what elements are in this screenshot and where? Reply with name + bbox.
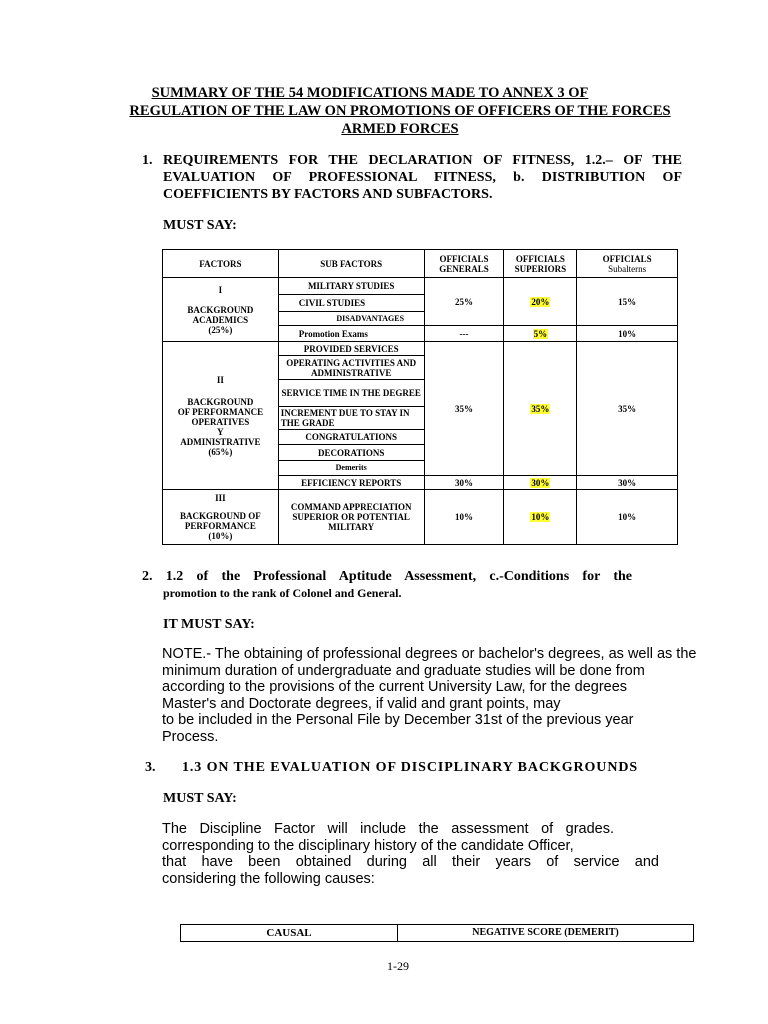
section-2-heading <box>142 568 632 602</box>
discipline-line-3: that have been obtained during all their years of service and <box>162 854 659 870</box>
subfactor-provided-services: PROVIDED SERVICES <box>278 342 424 356</box>
coefficients-table <box>162 249 678 545</box>
causal-table <box>180 924 694 942</box>
subfactor-efficiency-reports: EFFICIENCY REPORTS <box>278 476 424 490</box>
title-line-1: SUMMARY OF THE 54 MODIFICATIONS MADE TO ANNEX 3 OF <box>151 85 589 101</box>
section-3-title: 1.3 ON THE EVALUATION OF DISCIPLINARY BACKGROUNDS <box>182 760 639 775</box>
factor-2-line-c: OPERATIVES <box>191 416 250 427</box>
g3-superiors-value: 10% <box>531 512 550 522</box>
g1b-superiors <box>504 326 577 342</box>
section-3-number: 3. <box>145 760 156 775</box>
document-title <box>80 84 720 138</box>
title-line-2: REGULATION OF THE LAW ON PROMOTIONS OF OFFICERS OF THE FORCES <box>129 103 671 119</box>
g2b-superiors <box>504 476 577 490</box>
factor-2-weight: (65%) <box>208 446 233 457</box>
factor-2-line-a: BACKGROUND <box>187 396 254 407</box>
header-officials-subalterns-l1: OFFICIALS <box>602 253 652 264</box>
header-factors: FACTORS <box>163 250 279 278</box>
section-3-heading <box>145 759 660 776</box>
g1b-superiors-value: 5% <box>533 328 548 339</box>
factor-3-line-b: PERFORMANCE <box>184 521 256 531</box>
subfactor-command-appreciation: COMMAND APPRECIATION SUPERIOR OR POTENTIAL MILITARY <box>278 490 424 545</box>
factor-1-numeral: I <box>218 284 223 295</box>
section-1-heading-line-2: EVALUATION OF PROFESSIONAL FITNESS, b. DISTRIBUTION OF <box>163 170 682 185</box>
g2b-generals: 30% <box>424 476 504 490</box>
factor-3-weight: (10%) <box>208 531 233 541</box>
factor-2-line-e: ADMINISTRATIVE <box>180 436 261 447</box>
note-line-3: according to the provisions of the current University Law, for the degrees <box>162 679 628 695</box>
discipline-line-1: The Discipline Factor will include the assessment of grades. <box>162 821 614 837</box>
discipline-line-2: corresponding to the disciplinary history of the candidate Officer, <box>162 837 574 854</box>
factor-background-academics <box>163 278 279 342</box>
title-line-3: ARMED FORCES <box>341 121 459 137</box>
section-2-must-say: IT MUST SAY: <box>163 617 255 632</box>
g3-subalterns: 10% <box>577 490 678 545</box>
header-officials-subalterns <box>577 250 678 278</box>
header-negative-score: NEGATIVE SCORE (DEMERIT) <box>398 925 694 942</box>
section-1-heading-line-3: COEFFICIENTS BY FACTORS AND SUBFACTORS. <box>163 187 493 202</box>
g1b-generals: --- <box>424 326 504 342</box>
section-1-heading <box>142 152 682 203</box>
subfactor-promotion-exams: Promotion Exams <box>278 326 424 342</box>
factor-2-line-d: Y <box>217 426 224 437</box>
g1-superiors-value: 20% <box>531 296 550 307</box>
header-officials-subalterns-l2: Subalterns <box>608 263 647 274</box>
subfactor-demerits: Demerits <box>278 461 424 476</box>
note-line-4: Master's and Doctorate degrees, if valid and grant points, may <box>162 695 561 712</box>
factor-1-line-a: BACKGROUND <box>187 304 254 315</box>
g2-superiors-value: 35% <box>531 403 550 414</box>
note-line-1: NOTE.- The obtaining of professional degrees or bachelor's degrees, as well as the <box>162 646 697 662</box>
subfactor-service-time: SERVICE TIME IN THE DEGREE <box>278 380 424 407</box>
g3-superiors <box>504 490 577 545</box>
note-line-6: Process. <box>162 728 219 745</box>
discipline-line-4: considering the following causes: <box>162 870 375 887</box>
g2-superiors <box>504 342 577 476</box>
subfactor-operating-activities: OPERATING ACTIVITIES AND ADMINISTRATIVE <box>278 356 424 380</box>
section-2-heading-line-1: 2. 1.2 of the Professional Aptitude Assessment, c.-Conditions for the <box>142 569 632 584</box>
header-causal: CAUSAL <box>181 925 398 942</box>
page-number: 1-29 <box>387 959 409 973</box>
section-1-must-say: MUST SAY: <box>163 218 237 233</box>
factor-3-numeral: III <box>215 493 226 503</box>
subfactor-military-studies: MILITARY STUDIES <box>278 278 424 295</box>
header-officials-generals: OFFICIALS GENERALS <box>424 250 504 278</box>
factor-background-performance-operative <box>163 342 279 490</box>
g1-generals: 25% <box>424 278 504 326</box>
section-3-body <box>162 821 659 887</box>
g2b-subalterns: 30% <box>577 476 678 490</box>
note-line-2: minimum duration of undergraduate and graduate studies will be done from <box>162 662 645 679</box>
subfactor-disadvantages: DISADVANTAGES <box>278 312 424 326</box>
subfactor-congratulations: CONGRATULATIONS <box>278 430 424 445</box>
g3-generals: 10% <box>424 490 504 545</box>
g1b-subalterns: 10% <box>577 326 678 342</box>
g2-subalterns: 35% <box>577 342 678 476</box>
subfactor-decorations: DECORATIONS <box>278 445 424 461</box>
factor-3-line-a: BACKGROUND OF <box>180 511 261 521</box>
section-1-heading-line-1: 1. REQUIREMENTS FOR THE DECLARATION OF FITNESS, 1.2.– OF THE <box>142 153 682 168</box>
factor-background-performance <box>163 490 279 545</box>
header-officials-superiors: OFFICIALS SUPERIORS <box>504 250 577 278</box>
section-3-must-say: MUST SAY: <box>163 791 237 806</box>
section-2-heading-line-2: promotion to the rank of Colonel and General. <box>163 586 402 600</box>
section-2-note <box>162 646 702 745</box>
note-line-5: to be included in the Personal File by December 31st of the previous year <box>162 712 634 728</box>
g2-generals: 35% <box>424 342 504 476</box>
factor-1-weight: (25%) <box>208 324 233 335</box>
factor-1-line-b: ACADEMICS <box>192 314 249 325</box>
g2b-superiors-value: 30% <box>531 477 550 488</box>
header-subfactors: SUB FACTORS <box>278 250 424 278</box>
factor-2-numeral: II <box>216 374 224 385</box>
factor-2-line-b: OF PERFORMANCE <box>177 406 264 417</box>
g1-subalterns: 15% <box>577 278 678 326</box>
subfactor-civil-studies: CIVIL STUDIES <box>278 295 424 312</box>
subfactor-increment-stay: INCREMENT DUE TO STAY IN THE GRADE <box>278 407 424 430</box>
g1-superiors <box>504 278 577 326</box>
